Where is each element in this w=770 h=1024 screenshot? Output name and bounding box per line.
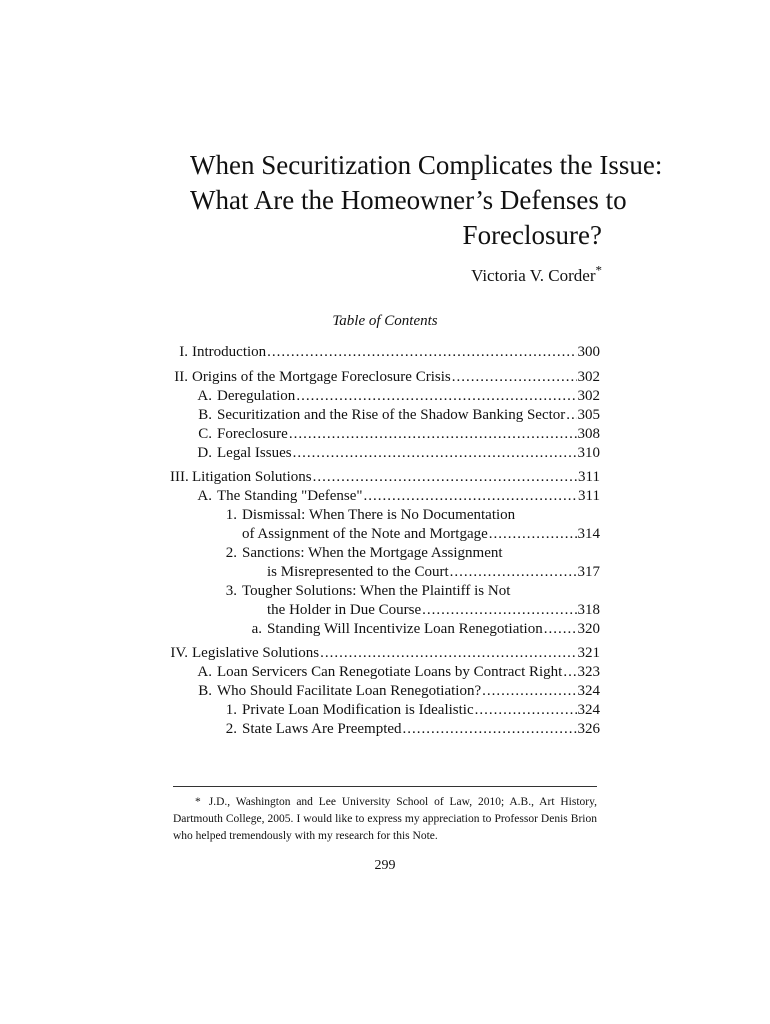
toc-entry: [170, 621, 600, 640]
toc-entry-title: Sanctions: When the Mortgage Assignment: [242, 545, 503, 561]
toc-entry-title: Deregulation: [217, 388, 296, 404]
toc-leader-dots: [482, 683, 576, 700]
toc-leader-dots: [403, 721, 577, 738]
title-line-3: Foreclosure?: [462, 220, 602, 250]
toc-entry-number: 2.: [225, 721, 237, 737]
toc-entry-title: The Standing "Defense": [217, 488, 363, 504]
article-title: [190, 148, 663, 253]
toc-entry-page: 317: [577, 564, 600, 580]
title-line-1: When Securitization Complicates the Issue:: [190, 150, 663, 180]
toc-entry: [170, 445, 600, 464]
toc-entry-number: III.: [170, 469, 189, 485]
toc-leader-dots: [422, 602, 576, 619]
toc-leader-dots: [475, 702, 577, 719]
toc-leader-dots: [267, 344, 576, 361]
toc-entry-number: C.: [198, 426, 212, 442]
toc-entry-number: 2.: [225, 545, 237, 561]
toc-entry: [170, 664, 600, 683]
footnote-divider: [173, 786, 597, 787]
author-name: Victoria V. Corder: [471, 266, 596, 285]
footnote: [173, 794, 597, 845]
toc-entry-title: Tougher Solutions: When the Plaintiff is Not: [242, 583, 511, 599]
toc-entry: [170, 526, 600, 545]
toc-entry-title: Loan Servicers Can Renegotiate Loans by Contract Right: [217, 664, 563, 680]
toc-entry-title: Introduction: [192, 344, 267, 360]
toc-entry-page: 302: [577, 369, 600, 385]
toc-entry: [170, 645, 600, 664]
toc-entry-page: 310: [577, 445, 600, 461]
toc-entry-title: Origins of the Mortgage Foreclosure Crisis: [192, 369, 451, 385]
toc-entry-page: 324: [577, 683, 600, 699]
toc-entry-title: is Misrepresented to the Court: [267, 564, 449, 580]
toc-leader-dots: [563, 664, 576, 681]
toc-entry: [170, 469, 600, 488]
toc-leader-dots: [313, 469, 577, 486]
toc-entry-page: 314: [577, 526, 600, 542]
toc-leader-dots: [293, 445, 577, 462]
toc-entry-number: A.: [197, 488, 212, 504]
toc-entry: [170, 583, 600, 602]
toc-entry-number: D.: [197, 445, 212, 461]
toc-entry-title: Foreclosure: [217, 426, 288, 442]
toc-entry: [170, 426, 600, 445]
toc-entry: [170, 683, 600, 702]
toc-leader-dots: [544, 621, 577, 638]
toc-entry: [170, 407, 600, 426]
toc-entry-page: 305: [577, 407, 600, 423]
toc-entry: [170, 507, 600, 526]
toc-entry: [170, 369, 600, 388]
toc-entry-page: 300: [577, 344, 600, 360]
toc-entry-number: a.: [251, 621, 262, 637]
toc-leader-dots: [566, 407, 576, 424]
toc-entry: [170, 488, 600, 507]
toc-entry-page: 311: [578, 469, 600, 485]
toc-leader-dots: [452, 369, 577, 386]
toc-leader-dots: [450, 564, 577, 581]
toc-entry-page: 323: [577, 664, 600, 680]
toc-entry-page: 318: [577, 602, 600, 618]
toc-entry-number: II.: [174, 369, 188, 385]
toc-entry-title: Who Should Facilitate Loan Renegotiation?: [217, 683, 482, 699]
toc-entry-number: 1.: [225, 702, 237, 718]
toc-entry: [170, 721, 600, 740]
toc-entry-page: 311: [578, 488, 600, 504]
toc-entry-title: Legislative Solutions: [192, 645, 320, 661]
toc-entry-page: 321: [577, 645, 600, 661]
toc-leader-dots: [364, 488, 578, 505]
toc-entry-number: A.: [197, 388, 212, 404]
toc-entry: [170, 344, 600, 363]
footnote-text: J.D., Washington and Lee University School of Law, 2010; A.B., Art History, Dartmouth College, 2005. I would like to express my appreciation to Professor Denis Brion who helped tremendously with my research for this Note.: [173, 796, 597, 842]
toc-leader-dots: [289, 426, 577, 443]
page-number: 299: [374, 858, 396, 873]
toc-entry-title: State Laws Are Preempted: [242, 721, 402, 737]
toc-leader-dots: [296, 388, 576, 405]
toc-entry-title: the Holder in Due Course: [267, 602, 422, 618]
toc-entry-title: Legal Issues: [217, 445, 292, 461]
toc-entry-number: B.: [198, 407, 212, 423]
toc-entry-number: I.: [179, 344, 188, 360]
toc-entry-number: 1.: [225, 507, 237, 523]
footnote-mark: *: [195, 796, 201, 808]
toc-entry: [170, 702, 600, 721]
toc-entry-title: Standing Will Incentivize Loan Renegotiation: [267, 621, 543, 637]
toc-entry-title: Dismissal: When There is No Documentation: [242, 507, 516, 523]
toc-entry: [170, 602, 600, 621]
toc-entry-page: 320: [577, 621, 600, 637]
toc-entry-number: A.: [197, 664, 212, 680]
toc-entry-title: Private Loan Modification is Idealistic: [242, 702, 474, 718]
toc-heading: Table of Contents: [332, 313, 438, 329]
toc-entry-number: 3.: [225, 583, 237, 599]
toc-entry-page: 324: [577, 702, 600, 718]
toc-entry-page: 308: [577, 426, 600, 442]
toc-entry-title: of Assignment of the Note and Mortgage: [242, 526, 488, 542]
toc-entry: [170, 564, 600, 583]
toc-entry-title: Securitization and the Rise of the Shadow Banking Sector: [217, 407, 566, 423]
toc-entry: [170, 545, 600, 564]
toc-entry-page: 302: [577, 388, 600, 404]
toc-leader-dots: [489, 526, 577, 543]
toc-entry: [170, 388, 600, 407]
author-footnote-mark: *: [595, 262, 602, 278]
toc-entry-number: B.: [198, 683, 212, 699]
toc-leader-dots: [320, 645, 576, 662]
title-line-2: What Are the Homeowner’s Defenses to: [190, 185, 627, 215]
toc-entry-title: Litigation Solutions: [192, 469, 312, 485]
toc-entry-page: 326: [577, 721, 600, 737]
toc-entry-number: IV.: [170, 645, 188, 661]
author: [471, 262, 602, 286]
